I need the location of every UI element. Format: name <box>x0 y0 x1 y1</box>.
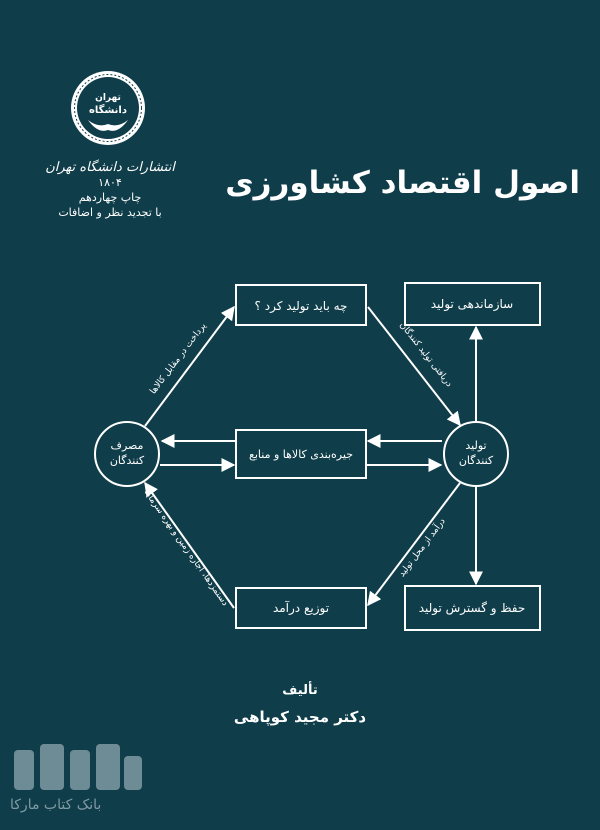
label-producers-2: کنندگان <box>458 454 494 467</box>
economic-flow-diagram <box>0 270 600 640</box>
label-maintain-expand: حفظ و گسترش تولید <box>418 601 526 615</box>
arrow-consumers-to-what <box>145 307 234 426</box>
edge-label-income-from-production: درآمد از محل تولید <box>397 516 448 580</box>
authorship-label: تألیف <box>282 683 318 698</box>
edition-label: چاپ چهاردهم <box>78 191 142 204</box>
logo-text-2: دانشگاه <box>89 105 127 116</box>
label-consumers-2: کنندگان <box>109 454 145 467</box>
publisher-name: انتشارات دانشگاه تهران <box>45 160 175 175</box>
publisher-info <box>40 160 180 220</box>
label-what-to-produce: چه باید تولید کرد ؟ <box>254 299 348 313</box>
label-rationing: جیره‌بندی کالاها و منابع <box>248 448 354 461</box>
book-title: اصول اقتصاد کشاورزی <box>225 165 580 201</box>
university-logo-icon <box>70 70 146 146</box>
label-organizing-production: سازماندهی تولید <box>430 297 514 311</box>
edge-label-wages: دستمزدها، اجاره زمین و بهره سرمایه <box>141 487 230 608</box>
edge-label-producers-receive: دریافتی تولید کنندگان <box>397 320 454 390</box>
watermark-text: بانک کتاب مارکا <box>10 797 102 813</box>
label-consumers-1: مصرف <box>110 439 144 452</box>
logo-text-1: تهران <box>95 93 121 103</box>
label-producers-1: تولید <box>465 439 487 452</box>
author-name: دکتر مجید کوپاهی <box>233 708 367 726</box>
revision-label: با تجدید نظر و اضافات <box>58 206 162 219</box>
marka-logo-icon <box>8 736 148 798</box>
edge-label-payment: پرداخت در مقابل کالاها <box>148 321 209 397</box>
publication-number: ۱۸۰۴ <box>98 176 122 189</box>
label-income-distribution: توزیع درآمد <box>272 601 330 615</box>
